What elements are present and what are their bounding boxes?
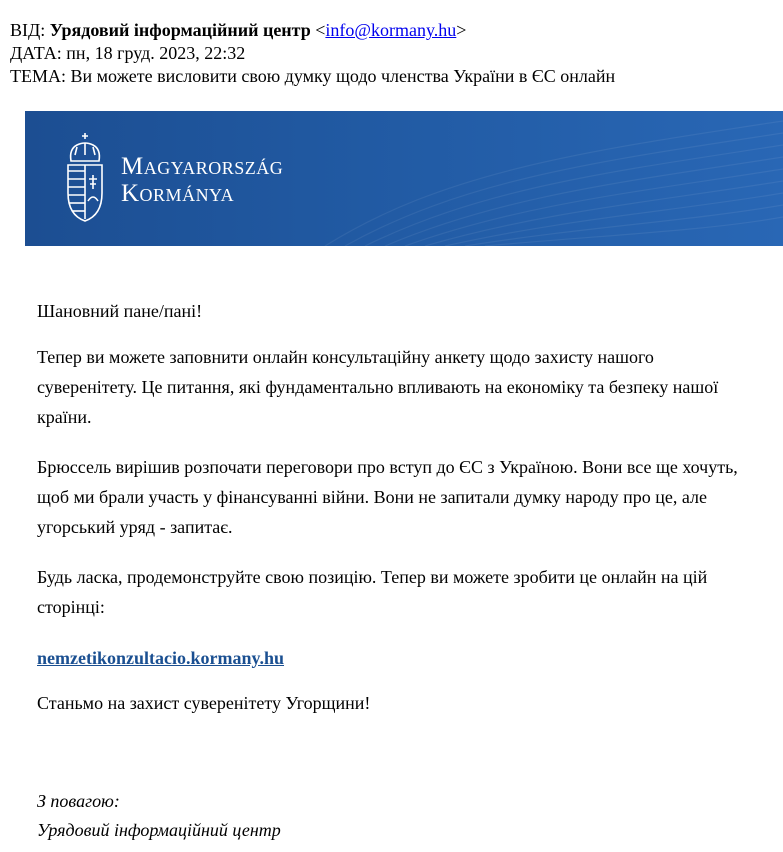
sender-email-link[interactable]: info@kormany.hu: [325, 20, 457, 40]
date-label: ДАТА:: [10, 43, 62, 63]
consultation-link-line: [37, 643, 757, 673]
email-subject-line: [10, 65, 615, 87]
government-banner: [25, 111, 783, 246]
hungarian-coat-of-arms-icon: [63, 131, 107, 223]
signature-greeting: З повагою:: [37, 791, 120, 811]
subject-label: ТЕМА:: [10, 66, 66, 86]
paragraph-consultation: Тепер ви можете заповнити онлайн консультаційну анкету щодо захисту нашого суверенітету. Це питання, які фундаментально впливають на економіку та безпеку нашої країни.: [37, 347, 719, 427]
email-bracket-close: >: [456, 20, 467, 40]
email-bracket-open: <: [315, 20, 326, 40]
paragraph-brussels: Брюссель вирішив розпочати переговори про вступ до ЄС з Україною. Вони все ще хочуть, щоб ми брали участь у фінансуванні війни. Вони не запитали думку народу про це, але угорський уряд - запитає.: [37, 457, 738, 537]
banner-title-line2: Kormánya: [121, 180, 235, 207]
email-date-line: [10, 42, 245, 64]
banner-title-line1: Magyarország: [121, 153, 284, 180]
email-from-line: [10, 19, 466, 41]
banner-title: [121, 153, 283, 207]
signature-name: Урядовий інформаційний центр: [37, 820, 281, 840]
paragraph-call-to-action: Будь ласка, продемонструйте свою позицію. Тепер ви можете зробити це онлайн на цій сторінці:: [37, 567, 708, 617]
paragraph-closing: Станьмо на захист суверенітету Угорщини!: [37, 693, 371, 713]
date-value: пн, 18 груд. 2023, 22:32: [66, 43, 246, 63]
sender-name: Урядовий інформаційний центр: [49, 20, 311, 40]
subject-value: Ви можете висловити свою думку щодо членства України в ЄС онлайн: [70, 66, 616, 86]
consultation-link[interactable]: nemzetikonzultacio.kormany.hu: [37, 648, 285, 668]
from-label: ВІД:: [10, 20, 46, 40]
greeting: Шановний пане/пані!: [37, 301, 203, 321]
